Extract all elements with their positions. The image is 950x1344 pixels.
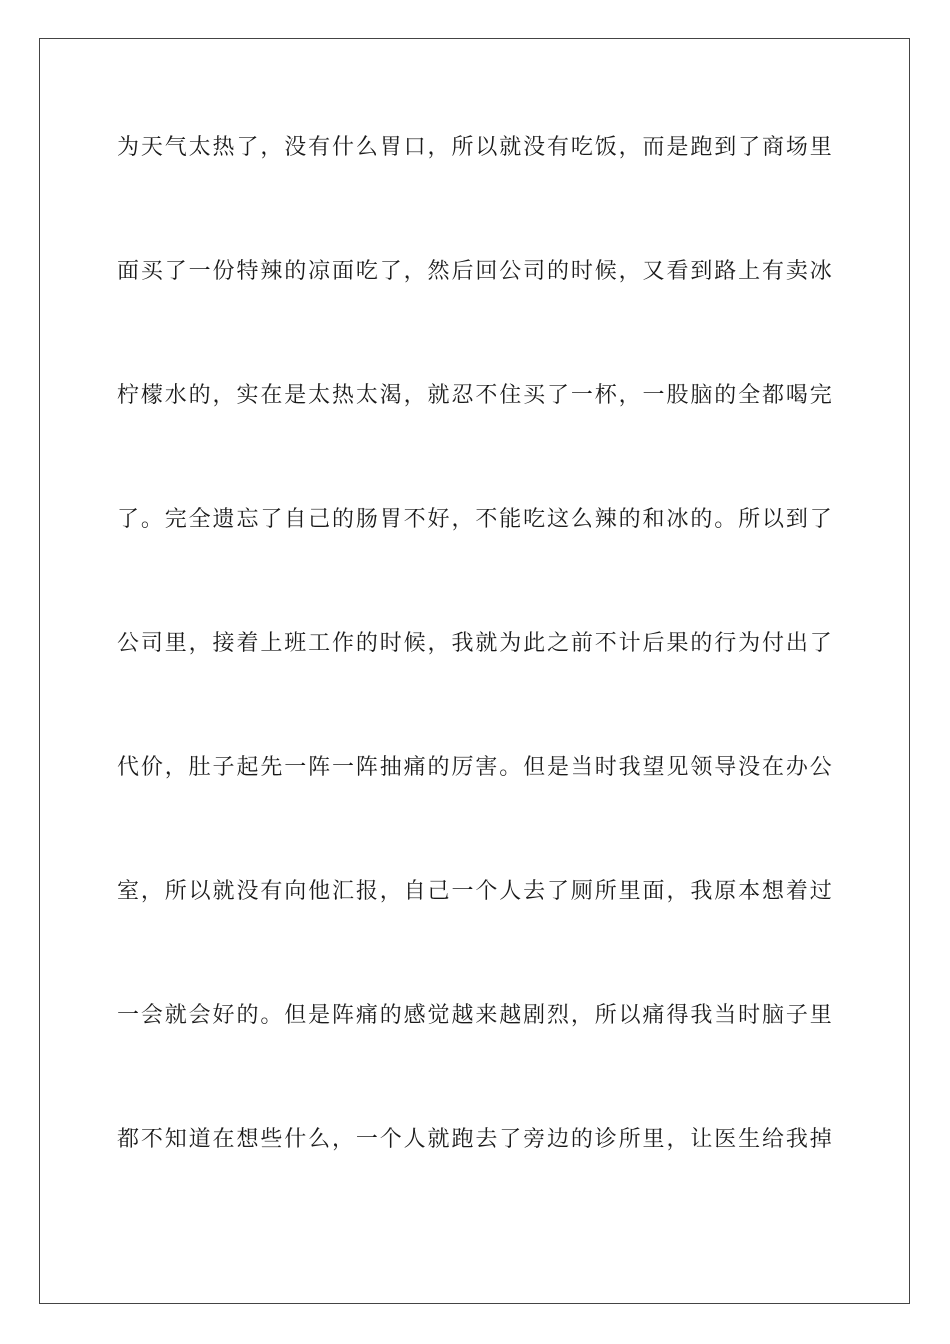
text-line-1: 为天气太热了，没有什么胃口，所以就没有吃饭，而是跑到了商场里	[117, 135, 833, 160]
text-line-2: 面买了一份特辣的凉面吃了，然后回公司的时候，又看到路上有卖冰	[117, 259, 833, 284]
text-line-4: 了。完全遗忘了自己的肠胃不好，不能吃这么辣的和冰的。所以到了	[117, 507, 833, 532]
text-line-7: 室，所以就没有向他汇报，自己一个人去了厕所里面，我原本想着过	[117, 879, 833, 904]
text-line-9: 都不知道在想些什么，一个人就跑去了旁边的诊所里，让医生给我掉	[117, 1127, 833, 1152]
text-line-8: 一会就会好的。但是阵痛的感觉越来越剧烈，所以痛得我当时脑子里	[117, 1003, 833, 1028]
text-line-6: 代价，肚子起先一阵一阵抽痛的厉害。但是当时我望见领导没在办公	[117, 755, 833, 780]
document-body	[117, 128, 833, 1244]
text-line-3: 柠檬水的，实在是太热太渴，就忍不住买了一杯，一股脑的全都喝完	[117, 383, 833, 408]
text-line-5: 公司里，接着上班工作的时候，我就为此之前不计后果的行为付出了	[117, 631, 833, 656]
